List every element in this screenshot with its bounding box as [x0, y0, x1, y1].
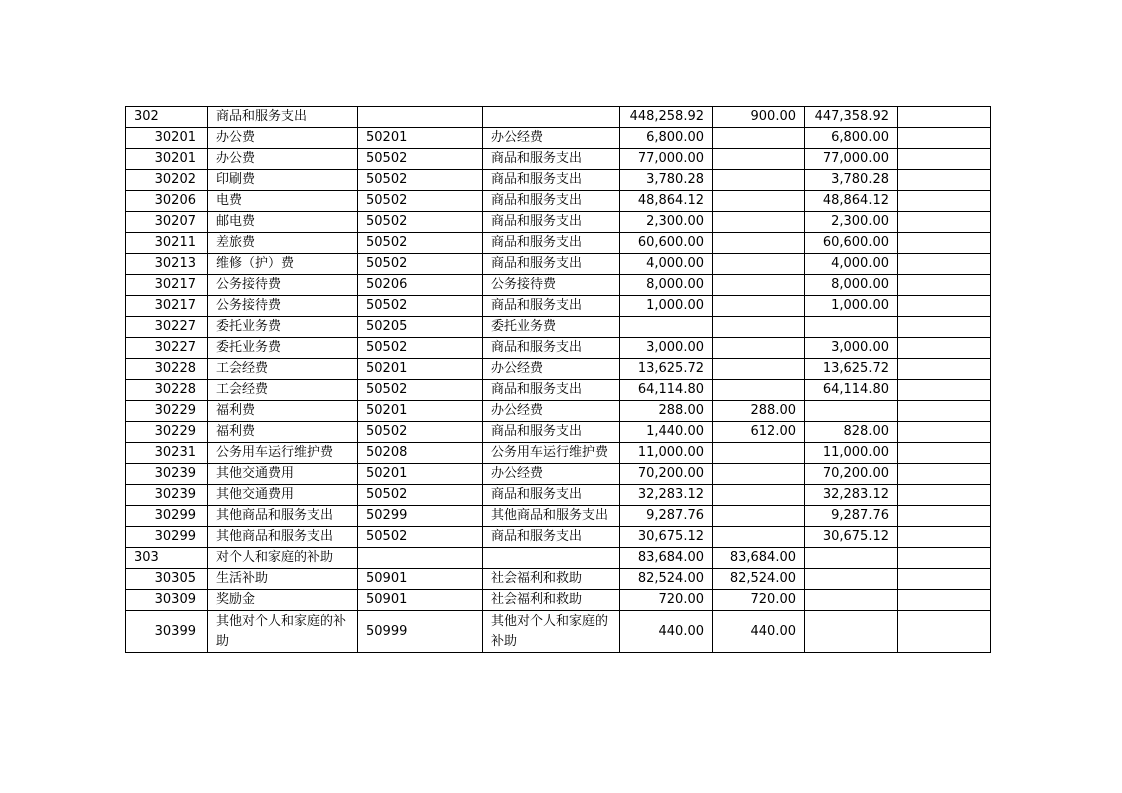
econ-name-cell: 商品和服务支出	[483, 527, 620, 548]
project-amount-cell: 4,000.00	[805, 254, 898, 275]
project-amount-cell	[805, 611, 898, 653]
subject-name-cell: 邮电费	[208, 212, 358, 233]
subject-code-cell: 30399	[126, 611, 208, 653]
econ-code-cell: 50502	[358, 380, 483, 401]
subject-code-cell: 30239	[126, 464, 208, 485]
project-amount-cell: 9,287.76	[805, 506, 898, 527]
basic-amount-cell: 288.00	[713, 401, 805, 422]
basic-amount-cell	[713, 485, 805, 506]
other-cell	[898, 107, 991, 128]
table-row	[126, 338, 991, 359]
subject-code-cell: 30309	[126, 590, 208, 611]
project-amount-cell: 3,000.00	[805, 338, 898, 359]
subject-name-cell: 其他商品和服务支出	[208, 506, 358, 527]
other-cell	[898, 485, 991, 506]
table-row	[126, 170, 991, 191]
total-amount-cell: 440.00	[620, 611, 713, 653]
subject-name-cell: 其他交通费用	[208, 485, 358, 506]
econ-name-cell: 商品和服务支出	[483, 380, 620, 401]
project-amount-cell: 8,000.00	[805, 275, 898, 296]
econ-code-cell: 50201	[358, 359, 483, 380]
project-amount-cell: 447,358.92	[805, 107, 898, 128]
other-cell	[898, 590, 991, 611]
total-amount-cell: 3,780.28	[620, 170, 713, 191]
econ-name-cell: 公务接待费	[483, 275, 620, 296]
other-cell	[898, 422, 991, 443]
econ-name-cell: 委托业务费	[483, 317, 620, 338]
other-cell	[898, 317, 991, 338]
project-amount-cell: 60,600.00	[805, 233, 898, 254]
econ-name-cell: 商品和服务支出	[483, 254, 620, 275]
project-amount-cell: 64,114.80	[805, 380, 898, 401]
table-row	[126, 212, 991, 233]
subject-name-cell: 委托业务费	[208, 338, 358, 359]
total-amount-cell: 3,000.00	[620, 338, 713, 359]
econ-name-cell: 办公经费	[483, 359, 620, 380]
subject-code-cell: 30227	[126, 338, 208, 359]
econ-code-cell	[358, 107, 483, 128]
total-amount-cell	[620, 317, 713, 338]
other-cell	[898, 149, 991, 170]
total-amount-cell: 720.00	[620, 590, 713, 611]
basic-amount-cell	[713, 338, 805, 359]
econ-name-cell: 商品和服务支出	[483, 149, 620, 170]
table-group-row	[126, 107, 991, 128]
other-cell	[898, 527, 991, 548]
subject-name-cell: 工会经费	[208, 359, 358, 380]
project-amount-cell: 32,283.12	[805, 485, 898, 506]
basic-amount-cell	[713, 359, 805, 380]
subject-name-cell: 商品和服务支出	[208, 107, 358, 128]
econ-code-cell: 50502	[358, 485, 483, 506]
project-amount-cell: 2,300.00	[805, 212, 898, 233]
table-row	[126, 569, 991, 590]
total-amount-cell: 30,675.12	[620, 527, 713, 548]
subject-code-cell: 30213	[126, 254, 208, 275]
table-row	[126, 485, 991, 506]
other-cell	[898, 296, 991, 317]
subject-code-cell: 30231	[126, 443, 208, 464]
table-group-row	[126, 548, 991, 569]
econ-code-cell: 50201	[358, 464, 483, 485]
total-amount-cell: 288.00	[620, 401, 713, 422]
basic-amount-cell	[713, 443, 805, 464]
subject-name-cell: 福利费	[208, 422, 358, 443]
project-amount-cell	[805, 317, 898, 338]
subject-code-cell: 30211	[126, 233, 208, 254]
subject-code-cell: 30206	[126, 191, 208, 212]
total-amount-cell: 1,000.00	[620, 296, 713, 317]
other-cell	[898, 170, 991, 191]
subject-code-cell: 30299	[126, 506, 208, 527]
econ-name-cell: 其他对个人和家庭的补助	[483, 611, 620, 653]
subject-code-cell: 30305	[126, 569, 208, 590]
econ-code-cell: 50208	[358, 443, 483, 464]
project-amount-cell: 1,000.00	[805, 296, 898, 317]
table-row	[126, 149, 991, 170]
table-row	[126, 296, 991, 317]
subject-code-cell: 30228	[126, 359, 208, 380]
basic-amount-cell	[713, 506, 805, 527]
project-amount-cell: 11,000.00	[805, 443, 898, 464]
table-row	[126, 443, 991, 464]
total-amount-cell: 70,200.00	[620, 464, 713, 485]
total-amount-cell: 6,800.00	[620, 128, 713, 149]
table-body	[126, 107, 991, 653]
other-cell	[898, 506, 991, 527]
basic-amount-cell	[713, 233, 805, 254]
total-amount-cell: 1,440.00	[620, 422, 713, 443]
econ-code-cell: 50502	[358, 296, 483, 317]
econ-name-cell: 其他商品和服务支出	[483, 506, 620, 527]
econ-name-cell: 商品和服务支出	[483, 296, 620, 317]
other-cell	[898, 233, 991, 254]
basic-amount-cell	[713, 296, 805, 317]
econ-name-cell: 办公经费	[483, 401, 620, 422]
table-row	[126, 401, 991, 422]
subject-name-cell: 电费	[208, 191, 358, 212]
table-row	[126, 590, 991, 611]
other-cell	[898, 254, 991, 275]
subject-name-cell: 奖励金	[208, 590, 358, 611]
basic-amount-cell	[713, 380, 805, 401]
table-row	[126, 611, 991, 653]
table-row	[126, 128, 991, 149]
econ-name-cell: 商品和服务支出	[483, 191, 620, 212]
subject-name-cell: 福利费	[208, 401, 358, 422]
econ-code-cell	[358, 548, 483, 569]
basic-amount-cell: 612.00	[713, 422, 805, 443]
econ-name-cell: 商品和服务支出	[483, 170, 620, 191]
subject-name-cell: 其他商品和服务支出	[208, 527, 358, 548]
subject-name-cell: 工会经费	[208, 380, 358, 401]
other-cell	[898, 611, 991, 653]
project-amount-cell	[805, 401, 898, 422]
subject-name-cell: 印刷费	[208, 170, 358, 191]
project-amount-cell: 77,000.00	[805, 149, 898, 170]
total-amount-cell: 4,000.00	[620, 254, 713, 275]
other-cell	[898, 359, 991, 380]
basic-amount-cell	[713, 464, 805, 485]
subject-name-cell: 对个人和家庭的补助	[208, 548, 358, 569]
subject-name-cell: 公务用车运行维护费	[208, 443, 358, 464]
econ-name-cell: 商品和服务支出	[483, 485, 620, 506]
table-row	[126, 422, 991, 443]
subject-code-cell: 30201	[126, 149, 208, 170]
basic-amount-cell	[713, 275, 805, 296]
subject-name-cell: 委托业务费	[208, 317, 358, 338]
table-row	[126, 359, 991, 380]
total-amount-cell: 32,283.12	[620, 485, 713, 506]
total-amount-cell: 60,600.00	[620, 233, 713, 254]
basic-amount-cell: 900.00	[713, 107, 805, 128]
subject-code-cell: 30207	[126, 212, 208, 233]
basic-amount-cell: 440.00	[713, 611, 805, 653]
other-cell	[898, 464, 991, 485]
subject-name-cell: 办公费	[208, 149, 358, 170]
econ-code-cell: 50201	[358, 401, 483, 422]
basic-amount-cell: 720.00	[713, 590, 805, 611]
project-amount-cell	[805, 590, 898, 611]
econ-code-cell: 50502	[358, 233, 483, 254]
basic-amount-cell: 82,524.00	[713, 569, 805, 590]
subject-code-cell: 30229	[126, 422, 208, 443]
econ-code-cell: 50502	[358, 149, 483, 170]
econ-code-cell: 50299	[358, 506, 483, 527]
other-cell	[898, 212, 991, 233]
project-amount-cell	[805, 548, 898, 569]
total-amount-cell: 64,114.80	[620, 380, 713, 401]
basic-amount-cell	[713, 527, 805, 548]
total-amount-cell: 48,864.12	[620, 191, 713, 212]
basic-amount-cell	[713, 254, 805, 275]
econ-code-cell: 50502	[358, 191, 483, 212]
econ-code-cell: 50206	[358, 275, 483, 296]
project-amount-cell: 3,780.28	[805, 170, 898, 191]
basic-amount-cell	[713, 212, 805, 233]
econ-code-cell: 50502	[358, 212, 483, 233]
budget-expenditure-table	[125, 106, 991, 653]
subject-code-cell: 30299	[126, 527, 208, 548]
table-row	[126, 233, 991, 254]
other-cell	[898, 548, 991, 569]
project-amount-cell: 70,200.00	[805, 464, 898, 485]
econ-name-cell: 办公经费	[483, 464, 620, 485]
econ-name-cell: 办公经费	[483, 128, 620, 149]
total-amount-cell: 11,000.00	[620, 443, 713, 464]
econ-name-cell: 商品和服务支出	[483, 338, 620, 359]
other-cell	[898, 569, 991, 590]
econ-code-cell: 50201	[358, 128, 483, 149]
other-cell	[898, 338, 991, 359]
other-cell	[898, 191, 991, 212]
econ-code-cell: 50502	[358, 170, 483, 191]
econ-code-cell: 50999	[358, 611, 483, 653]
total-amount-cell: 77,000.00	[620, 149, 713, 170]
econ-code-cell: 50502	[358, 254, 483, 275]
total-amount-cell: 82,524.00	[620, 569, 713, 590]
econ-code-cell: 50901	[358, 590, 483, 611]
other-cell	[898, 275, 991, 296]
econ-name-cell: 商品和服务支出	[483, 212, 620, 233]
total-amount-cell: 13,625.72	[620, 359, 713, 380]
subject-name-cell: 其他对个人和家庭的补助	[208, 611, 358, 653]
econ-code-cell: 50502	[358, 527, 483, 548]
subject-code-cell: 30217	[126, 296, 208, 317]
subject-code-cell: 30227	[126, 317, 208, 338]
subject-code-cell: 303	[126, 548, 208, 569]
econ-code-cell: 50502	[358, 422, 483, 443]
basic-amount-cell	[713, 128, 805, 149]
table-row	[126, 506, 991, 527]
basic-amount-cell	[713, 317, 805, 338]
table-row	[126, 254, 991, 275]
table-row	[126, 464, 991, 485]
econ-name-cell: 公务用车运行维护费	[483, 443, 620, 464]
subject-name-cell: 其他交通费用	[208, 464, 358, 485]
table-row	[126, 380, 991, 401]
econ-name-cell: 商品和服务支出	[483, 422, 620, 443]
basic-amount-cell	[713, 149, 805, 170]
project-amount-cell: 6,800.00	[805, 128, 898, 149]
subject-name-cell: 公务接待费	[208, 296, 358, 317]
basic-amount-cell	[713, 191, 805, 212]
subject-code-cell: 30229	[126, 401, 208, 422]
econ-name-cell: 商品和服务支出	[483, 233, 620, 254]
table-row	[126, 275, 991, 296]
subject-name-cell: 维修（护）费	[208, 254, 358, 275]
total-amount-cell: 9,287.76	[620, 506, 713, 527]
table-row	[126, 527, 991, 548]
econ-name-cell: 社会福利和救助	[483, 569, 620, 590]
subject-code-cell: 302	[126, 107, 208, 128]
subject-code-cell: 30202	[126, 170, 208, 191]
project-amount-cell: 48,864.12	[805, 191, 898, 212]
subject-code-cell: 30217	[126, 275, 208, 296]
project-amount-cell: 30,675.12	[805, 527, 898, 548]
subject-code-cell: 30239	[126, 485, 208, 506]
subject-name-cell: 差旅费	[208, 233, 358, 254]
other-cell	[898, 401, 991, 422]
total-amount-cell: 2,300.00	[620, 212, 713, 233]
table-row	[126, 191, 991, 212]
project-amount-cell	[805, 569, 898, 590]
basic-amount-cell	[713, 170, 805, 191]
other-cell	[898, 380, 991, 401]
econ-name-cell	[483, 548, 620, 569]
econ-name-cell	[483, 107, 620, 128]
total-amount-cell: 8,000.00	[620, 275, 713, 296]
project-amount-cell: 13,625.72	[805, 359, 898, 380]
other-cell	[898, 128, 991, 149]
subject-name-cell: 生活补助	[208, 569, 358, 590]
basic-amount-cell: 83,684.00	[713, 548, 805, 569]
total-amount-cell: 83,684.00	[620, 548, 713, 569]
econ-code-cell: 50205	[358, 317, 483, 338]
project-amount-cell: 828.00	[805, 422, 898, 443]
subject-name-cell: 办公费	[208, 128, 358, 149]
subject-name-cell: 公务接待费	[208, 275, 358, 296]
subject-code-cell: 30228	[126, 380, 208, 401]
subject-code-cell: 30201	[126, 128, 208, 149]
econ-name-cell: 社会福利和救助	[483, 590, 620, 611]
table-row	[126, 317, 991, 338]
total-amount-cell: 448,258.92	[620, 107, 713, 128]
econ-code-cell: 50901	[358, 569, 483, 590]
other-cell	[898, 443, 991, 464]
econ-code-cell: 50502	[358, 338, 483, 359]
